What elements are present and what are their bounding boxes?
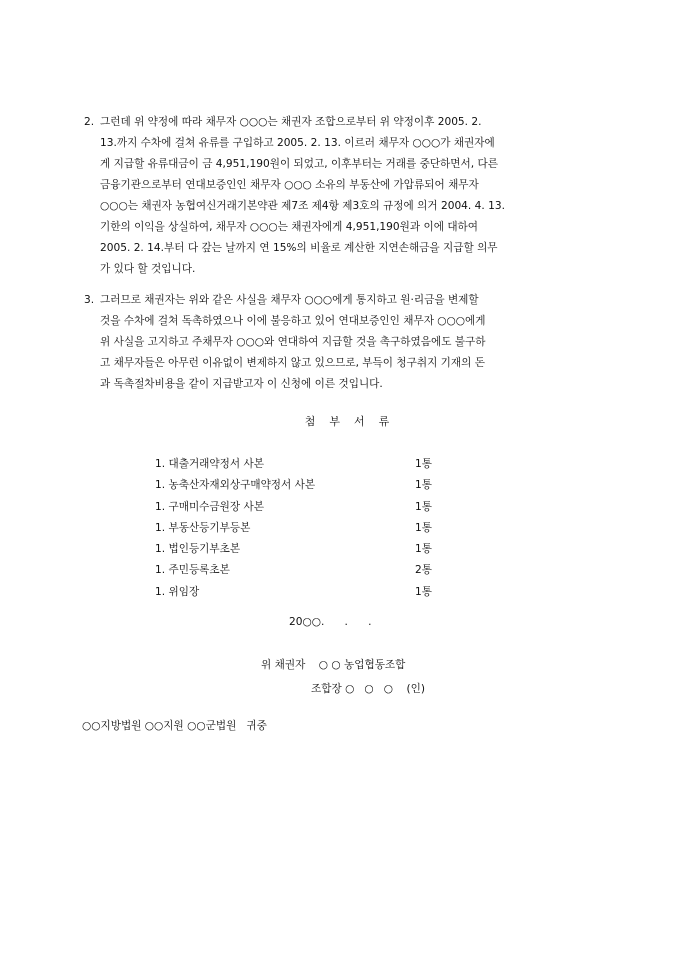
paragraph-line: 가 있다 할 것입니다. <box>100 263 196 275</box>
attachment-name: 1. 농축산자재외상구매약정서 사본 <box>155 479 316 492</box>
paragraph-line: 고 채무자들은 아무런 이유없이 변제하지 않고 있으므로, 부득이 청구취지 기재의 돈 <box>100 357 485 369</box>
attachment-name: 1. 법인등기부초본 <box>155 543 241 556</box>
attachment-item <box>155 475 455 496</box>
attachment-name: 1. 대출거래약정서 사본 <box>155 458 264 470</box>
paragraph-item-3 <box>84 290 616 395</box>
attachment-name: 1. 위임장 <box>155 585 200 598</box>
paragraph-line: 위 사실을 고지하고 주채무자 ○○○와 연대하여 지급할 것을 촉구하였음에도 불구하 <box>100 336 486 348</box>
attachment-count: 1통 <box>415 585 432 598</box>
attachment-name: 1. 부동산등기부등본 <box>155 521 251 534</box>
attachments-title: 첨부서류 <box>304 415 404 428</box>
paragraph-item-2 <box>84 112 616 280</box>
paragraph-line: 것을 수차에 걸쳐 독촉하였으나 이에 불응하고 있어 연대보증인인 채무자 ○○○에게 <box>100 315 486 327</box>
paragraph-line: 그런데 위 약정에 따라 채무자 ○○○는 채권자 조합으로부터 위 약정이후 2005. 2. <box>100 116 482 128</box>
attachment-item <box>155 497 455 518</box>
attachment-count: 1통 <box>415 500 432 513</box>
attachment-item <box>155 582 455 603</box>
attachment-item <box>155 518 455 539</box>
item-number: 2. <box>84 116 95 128</box>
attachment-count: 2통 <box>415 564 432 577</box>
attachment-count: 1통 <box>415 521 432 534</box>
item-number: 3. <box>84 294 95 306</box>
creditor-line: 위 채권자 ○ ○ 농업협동조합 <box>261 659 406 671</box>
paragraph-line: 게 지급할 유류대금이 금 4,951,190원이 되었고, 이후부터는 거래를 중단하면서, 다른 <box>100 158 498 170</box>
paragraph-line: 13.까지 수차에 걸쳐 유류를 구입하고 2005. 2. 13. 이르러 채무자 ○○○가 채권자에 <box>100 137 495 149</box>
paragraph-line: 금융기관으로부터 연대보증인인 채무자 ○○○ 소유의 부동산에 가압류되어 채무자 <box>100 179 479 191</box>
attachment-count: 1통 <box>415 458 432 470</box>
attachment-name: 1. 주민등록초본 <box>155 564 230 577</box>
paragraph-line: ○○○는 채권자 농협여신거래기본약관 제7조 제4항 제3호의 규정에 의거 2004. 4. 13. <box>100 200 505 212</box>
chief-signature-line: 조합장 ○ ○ ○ (인) <box>311 683 425 695</box>
attachments-list <box>155 454 455 603</box>
filing-date: 20○○. . . <box>289 616 372 628</box>
attachment-count: 1통 <box>415 479 432 492</box>
court-addressee: ○○지방법원 ○○지원 ○○군법원 귀중 <box>82 720 267 732</box>
attachment-item <box>155 560 455 581</box>
attachment-item <box>155 454 455 475</box>
paragraph-line: 2005. 2. 14.부터 다 갚는 날까지 연 15%의 비율로 계산한 지연손해금을 지급할 의무 <box>100 242 498 254</box>
attachment-name: 1. 구매미수금원장 사본 <box>155 500 264 513</box>
paragraph-line: 기한의 이익을 상실하여, 채무자 ○○○는 채권자에게 4,951,190원과 이에 대하여 <box>100 221 479 233</box>
attachment-count: 1통 <box>415 543 432 556</box>
paragraph-line: 그러므로 채권자는 위와 같은 사실을 채무자 ○○○에게 통지하고 원·리금을 변제할 <box>100 294 479 306</box>
attachment-item <box>155 539 455 560</box>
paragraph-line: 과 독촉절차비용을 같이 지급받고자 이 신청에 이른 것입니다. <box>100 378 383 390</box>
